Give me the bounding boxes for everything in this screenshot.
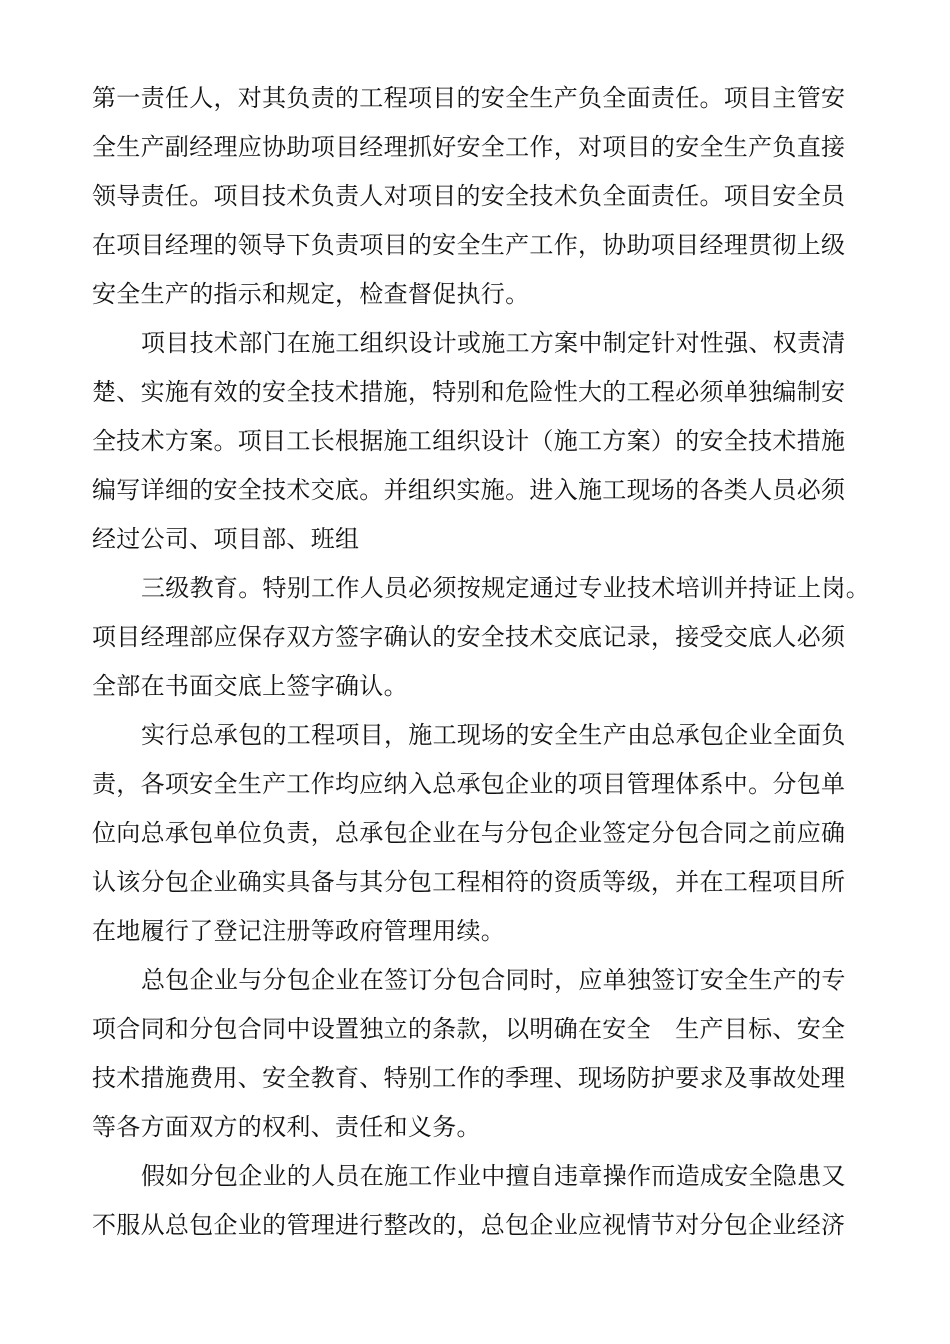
text-line: 等各方面双方的权利、责任和义务。 [92, 1113, 481, 1141]
text-line: 全生产副经理应协助项目经理抓好安全工作，对项目的安全生产负直接 [92, 133, 846, 161]
paragraph-first-line: 项目技术部门在施工组织设计或施工方案中制定针对性强、权责清 [141, 329, 846, 357]
text-line: 全部在书面交底上签字确认。 [92, 672, 408, 700]
text-line: 在地履行了登记注册等政府管理用续。 [92, 917, 506, 945]
text-line: 安全生产的指示和规定，检查督促执行。 [92, 280, 530, 308]
text-line: 全技术方案。项目工长根据施工组织设计（施工方案）的安全技术措施 [92, 427, 846, 455]
text-line: 认该分包企业确实具备与其分包工程相符的资质等级，并在工程项目所 [92, 868, 846, 896]
text-line: 位向总承包单位负责，总承包企业在与分包企业签定分包合同之前应确 [92, 819, 846, 847]
text-line: 责，各项安全生产工作均应纳入总承包企业的项目管理体系中。分包单 [92, 770, 846, 798]
text-line: 楚、实施有效的安全技术措施，特别和危险性大的工程必须单独编制安 [92, 378, 846, 406]
text-line: 经过公司、项目部、班组 [92, 525, 360, 553]
paragraph-first-line: 三级教育。特别工作人员必须按规定通过专业技术培训并持证上岗。 [141, 574, 870, 602]
text-line: 项合同和分包合同中设置独立的条款，以明确在安全 生产目标、安全 [92, 1015, 846, 1043]
text-line: 不服从总包企业的管理进行整改的，总包企业应视情节对分包企业经济 [92, 1211, 846, 1239]
text-line: 技术措施费用、安全教育、特别工作的季理、现场防护要求及事故处理 [92, 1064, 846, 1092]
document-body [92, 74, 892, 1250]
paragraph-first-line: 总包企业与分包企业在签订分包合同时，应单独签订安全生产的专 [141, 966, 846, 994]
paragraph-first-line: 假如分包企业的人员在施工作业中擅自违章操作而造成安全隐患又 [141, 1162, 846, 1190]
text-line: 领导责任。项目技术负责人对项目的安全技术负全面责任。项目安全员 [92, 182, 846, 210]
text-line: 在项目经理的领导下负责项目的安全生产工作，协助项目经理贯彻上级 [92, 231, 846, 259]
text-line: 项目经理部应保存双方签字确认的安全技术交底记录，接受交底人必须 [92, 623, 846, 651]
text-line: 第一责任人，对其负责的工程项目的安全生产负全面责任。项目主管安 [92, 84, 846, 112]
paragraph-first-line: 实行总承包的工程项目，施工现场的安全生产由总承包企业全面负 [141, 721, 846, 749]
text-line: 编写详细的安全技术交底。并组织实施。进入施工现场的各类人员必须 [92, 476, 846, 504]
